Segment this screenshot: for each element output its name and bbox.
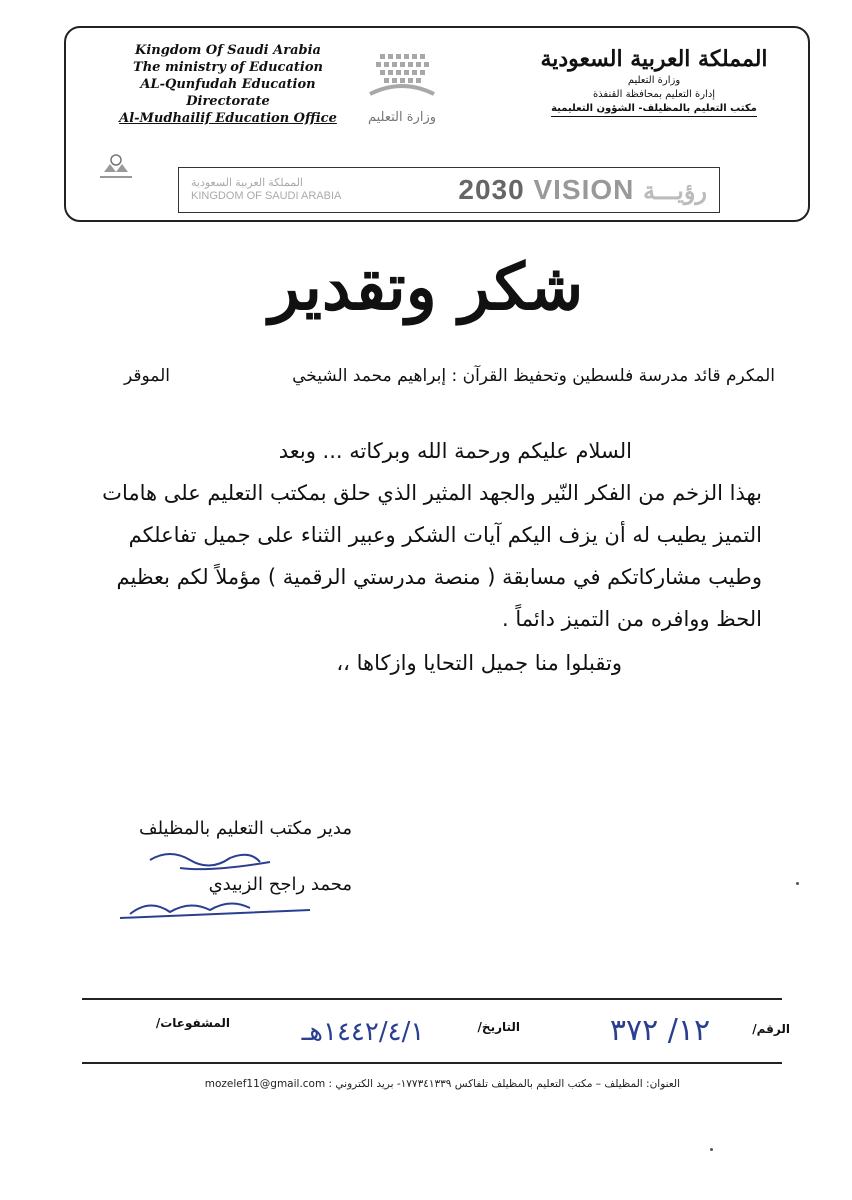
arabic-kingdom-title: المملكة العربية السعودية [540,46,768,72]
vision-kingdom-names [191,177,341,203]
ministry-of-education-logo [340,48,464,138]
greeting: السلام عليكم ورحمة الله وبركاته ... وبعد [278,439,632,463]
signature-title: مدير مكتب التعليم بالمظيلف [138,818,352,839]
vision-2030-banner [178,167,720,213]
recipient-line [100,366,775,398]
english-line-qunfudah: AL-Qunfudah Education [140,77,316,92]
reference-number-value: ١٢/ ٣٧٢ [609,1013,711,1048]
arabic-line-directorate: إدارة التعليم بمحافظة القنفذة [592,89,716,100]
scan-speck [710,1148,713,1151]
reference-number-label: الرقم/ [752,1022,790,1036]
recipient-text: المكرم قائد مدرسة فلسطين وتحفيظ القرآن : إبراهيم محمد الشيخي [292,366,775,386]
attachments-label: المشفوعات/ [155,1016,230,1030]
recipient-suffix: الموقر [124,366,171,386]
ministry-logo-text: وزارة التعليم [367,110,437,125]
address-line: العنوان: المظيلف – مكتب التعليم بالمظيلف تلفاكس ١٧٧٣٤١٣٣٩- بريد الكتروني : mozelef11@gmail.com [204,1078,680,1090]
reference-number-handwritten [585,1006,735,1050]
vision-kingdom-english: KINGDOM OF SAUDI ARABIA [191,190,342,202]
handwritten-signature [110,838,340,928]
letter-body [82,430,762,684]
english-line-ministry: The ministry of Education [133,60,323,75]
footer-rule-bottom [82,1062,782,1064]
english-line-directorate: Directorate [186,94,270,109]
date-value: ١٤٤٢/٤/١هـ [301,1017,425,1047]
english-line-kingdom: Kingdom Of Saudi Arabia [135,43,321,58]
vision-label-arabic: رؤيـــة [643,178,707,205]
english-line-office: Al-Mudhailif Education Office [119,111,337,126]
arabic-line-ministry: وزارة التعليم [627,75,681,86]
footer-rule-top [82,998,782,1000]
small-emblem-icon [96,152,136,182]
closing: وتقبلوا منا جميل التحايا وازكاها ،، [336,651,622,675]
vision-2030-mark [458,174,707,206]
letterhead-english [108,42,348,127]
body-line: الحظ ووافره من التميز دائماً . [502,607,762,631]
arabic-line-office: مكتب التعليم بالمظيلف- الشؤون التعليمية [551,102,757,117]
vision-year: 2030 [458,174,525,205]
letterhead-arabic [514,44,794,117]
vision-kingdom-arabic: المملكة العربية السعودية [191,177,303,189]
vision-label: VISION [533,174,635,205]
body-line: وطيب مشاركاتكم في مسابقة ( منصة مدرستي الرقمية ) مؤملاً لكم بعظيم [116,565,762,589]
letter-title: شكر وتقدير [268,250,584,325]
date-label: التاريخ/ [477,1020,520,1034]
body-line: التميز يطيب له أن يزف اليكم آيات الشكر وعبير الثناء على جميل تفاعلكم [128,523,762,547]
scan-speck [796,882,799,885]
body-line: بهذا الزخم من الفكر النّير والجهد المثير الذي حلق بمكتب التعليم على هامات [102,481,762,505]
signature-name: محمد راجح الزبيدي [208,874,352,895]
date-handwritten [268,1010,458,1050]
ministry-dots-icon [340,48,464,108]
